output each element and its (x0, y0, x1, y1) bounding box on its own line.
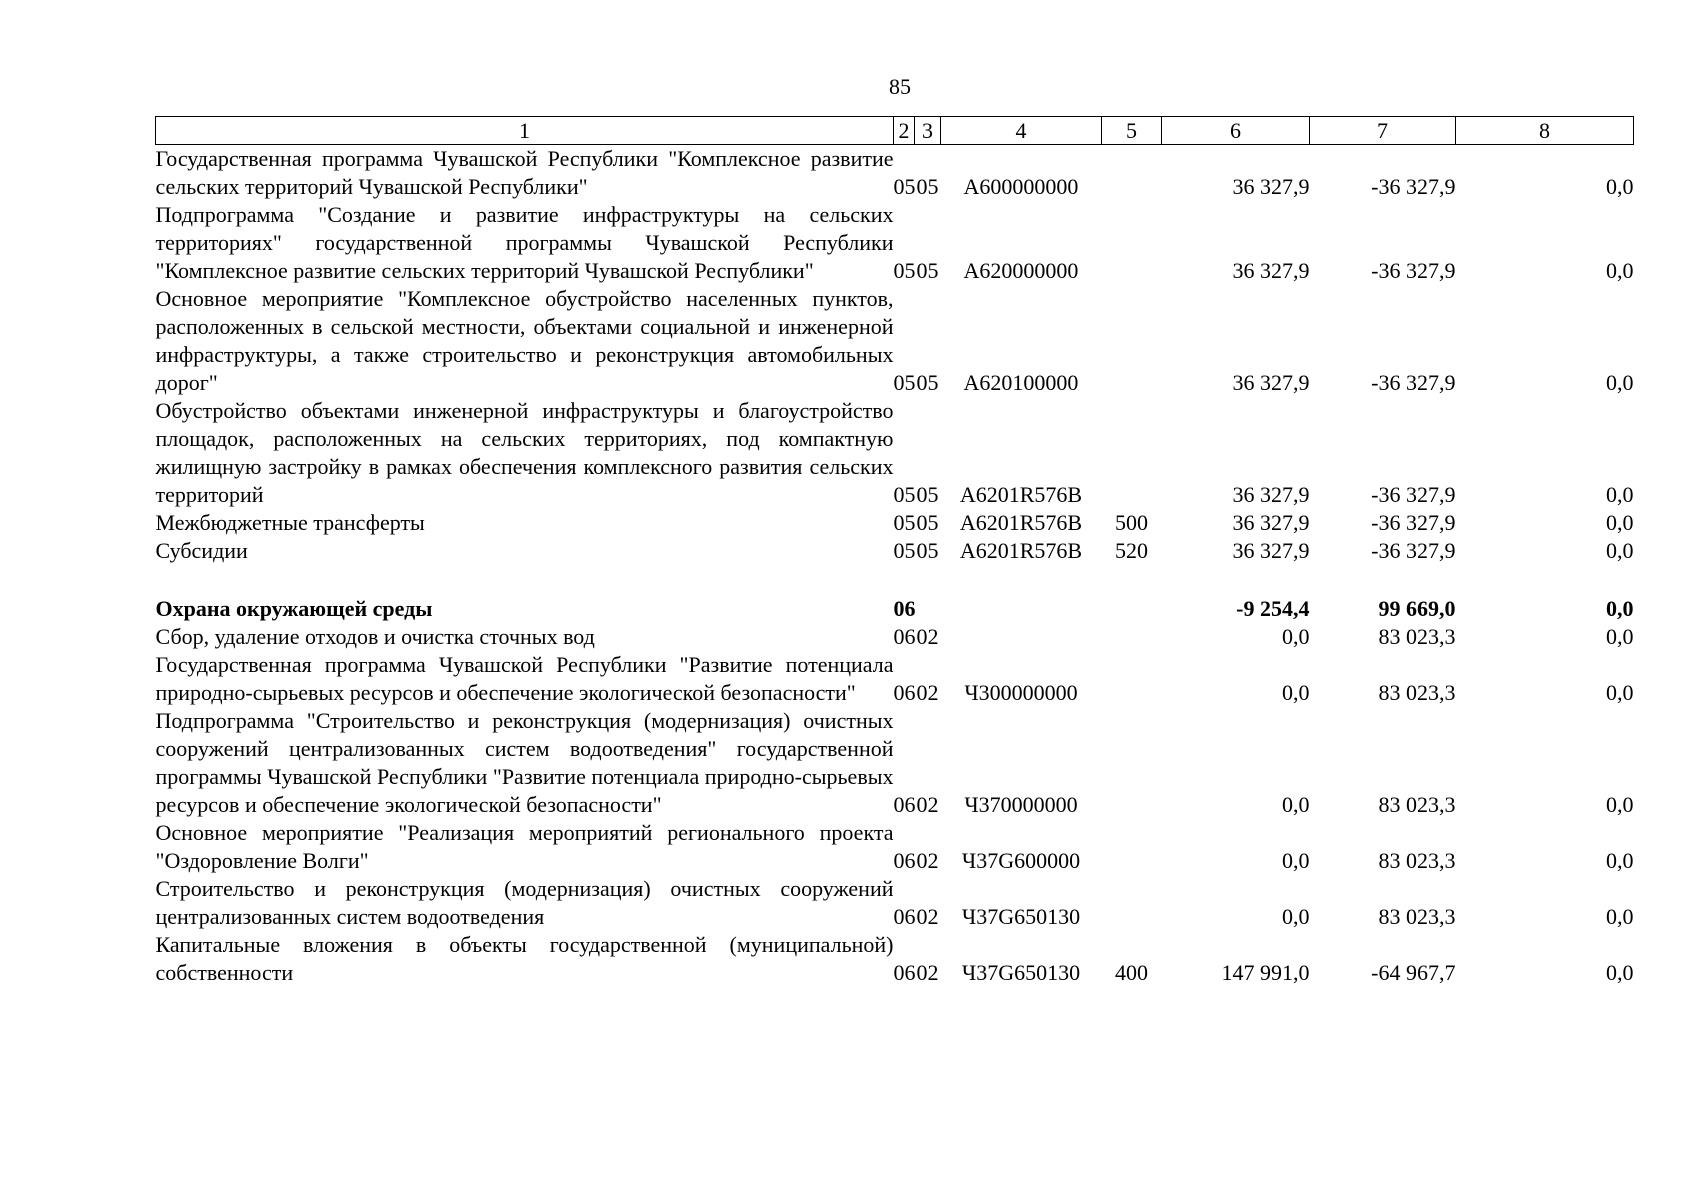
row-section: 05 (893, 258, 916, 283)
header-row (156, 117, 1634, 145)
row-amount-8: 0,0 (1606, 848, 1634, 873)
row-subsection: 02 (916, 960, 939, 985)
row-expense-type (1102, 623, 1162, 651)
row-amount-8: 0,0 (1606, 370, 1634, 395)
row-expense-type (1102, 707, 1162, 819)
column-header-3: 3 (915, 117, 941, 145)
row-amount-6: 0,0 (1282, 680, 1310, 705)
table-row (156, 875, 1634, 931)
row-expense-type: 520 (1115, 538, 1148, 563)
row-amount-8: 0,0 (1606, 538, 1634, 563)
row-name: Подпрограмма "Создание и развитие инфраструктуры на сельских территориях" государственной программы Чувашской Республики "Комплексное развитие сельских территорий Чувашской Республики" (155, 202, 894, 283)
table-row (156, 397, 1634, 509)
row-amount-6: 0,0 (1282, 848, 1310, 873)
row-subsection: 02 (916, 624, 939, 649)
row-amount-8: 0,0 (1606, 624, 1634, 649)
row-target-article: Ч370000000 (964, 792, 1078, 817)
table-row (156, 509, 1634, 537)
row-subsection: 05 (916, 482, 939, 507)
row-target-article: А620000000 (963, 258, 1079, 283)
row-amount-7: -36 327,9 (1371, 370, 1456, 395)
column-header-8: 8 (1456, 117, 1634, 145)
row-subsection: 05 (916, 174, 939, 199)
row-amount-7: 83 023,3 (1378, 680, 1456, 705)
row-amount-8: 0,0 (1606, 680, 1634, 705)
row-expense-type (1102, 145, 1162, 202)
table-row (156, 537, 1634, 565)
row-name: Охрана окружающей среды (155, 596, 433, 621)
row-section: 06 (893, 596, 916, 621)
row-section: 05 (893, 538, 916, 563)
row-expense-type (1102, 201, 1162, 285)
row-target-article: Ч37G600000 (961, 848, 1081, 873)
row-section: 06 (893, 680, 916, 705)
table-row (156, 651, 1634, 707)
row-target-article: А600000000 (963, 174, 1079, 199)
page-number: 85 (889, 74, 911, 99)
row-amount-6: 0,0 (1282, 904, 1310, 929)
row-name: Субсидии (155, 538, 248, 563)
spacer-cell (156, 565, 1634, 595)
row-name: Подпрограмма "Строительство и реконструкция (модернизация) очистных сооружений централизованных систем водоотведения" государственной программы Чувашской Республики "Развитие потенциала природно-сырьевых ресурсов и обеспечение экологической безопасности" (155, 708, 894, 817)
table-row (156, 595, 1634, 623)
row-target-article: Ч37G650130 (961, 904, 1081, 929)
row-target-article: Ч37G650130 (961, 960, 1081, 985)
table-row (156, 145, 1634, 202)
row-name: Обустройство объектами инженерной инфраструктуры и благоустройство площадок, расположенных на сельских территориях, под компактную жилищную застройку в рамках обеспечения комплексного развития сельских территорий (155, 398, 894, 507)
row-subsection: 02 (916, 792, 939, 817)
table-row (156, 623, 1634, 651)
row-amount-7: 99 669,0 (1378, 596, 1456, 621)
row-amount-8: 0,0 (1606, 174, 1634, 199)
row-amount-8: 0,0 (1606, 596, 1634, 621)
row-amount-8: 0,0 (1606, 904, 1634, 929)
row-expense-type: 500 (1115, 510, 1148, 535)
row-section: 05 (893, 174, 916, 199)
row-amount-6: -9 254,4 (1236, 596, 1310, 621)
row-expense-type (1102, 651, 1162, 707)
row-target-article: А6201R576В (959, 482, 1083, 507)
row-amount-7: -64 967,7 (1371, 960, 1456, 985)
row-target-article: А620100000 (963, 370, 1079, 395)
row-target-article: А6201R576В (959, 538, 1083, 563)
row-expense-type: 400 (1115, 960, 1148, 985)
row-name: Государственная программа Чувашской Республики "Комплексное развитие сельских территорий Чувашской Республики" (155, 146, 894, 199)
column-header-1: 1 (156, 117, 894, 145)
row-name: Межбюджетные трансферты (155, 510, 425, 535)
row-section: 06 (893, 904, 916, 929)
row-amount-8: 0,0 (1606, 510, 1634, 535)
row-expense-type (1102, 875, 1162, 931)
table-row (156, 285, 1634, 397)
row-amount-6: 36 327,9 (1232, 174, 1310, 199)
row-amount-6: 0,0 (1282, 792, 1310, 817)
row-amount-8: 0,0 (1606, 482, 1634, 507)
budget-table (155, 116, 1634, 987)
row-amount-8: 0,0 (1606, 258, 1634, 283)
row-name: Основное мероприятие "Реализация мероприятий регионального проекта "Оздоровление Волги" (155, 820, 894, 873)
row-target-article: Ч300000000 (964, 680, 1078, 705)
column-header-6: 6 (1162, 117, 1310, 145)
table-row (156, 819, 1634, 875)
row-expense-type (1102, 595, 1162, 623)
row-section: 06 (893, 960, 916, 985)
row-name: Сбор, удаление отходов и очистка сточных вод (155, 624, 595, 649)
row-amount-6: 36 327,9 (1232, 370, 1310, 395)
row-name: Основное мероприятие "Комплексное обустройство населенных пунктов, расположенных в сельской местности, объектами социальной и инженерной инфраструктуры, а также строительство и реконструкция автомобильных дорог" (155, 286, 894, 395)
row-subsection: 02 (916, 680, 939, 705)
row-subsection: 02 (916, 904, 939, 929)
column-header-2: 2 (894, 117, 915, 145)
row-amount-7: -36 327,9 (1371, 482, 1456, 507)
row-name: Капитальные вложения в объекты государственной (муниципальной) собственности (155, 932, 894, 985)
row-amount-6: 147 991,0 (1221, 960, 1310, 985)
row-amount-7: 83 023,3 (1378, 848, 1456, 873)
table-row (156, 707, 1634, 819)
row-amount-7: 83 023,3 (1378, 904, 1456, 929)
row-amount-8: 0,0 (1606, 792, 1634, 817)
row-amount-6: 36 327,9 (1232, 510, 1310, 535)
row-amount-6: 36 327,9 (1232, 482, 1310, 507)
row-expense-type (1102, 397, 1162, 509)
row-name: Государственная программа Чувашской Республики "Развитие потенциала природно-сырьевых ресурсов и обеспечение экологической безопасности" (155, 652, 894, 705)
row-amount-6: 0,0 (1282, 624, 1310, 649)
row-section: 05 (893, 510, 916, 535)
row-section: 05 (893, 482, 916, 507)
row-section: 06 (893, 792, 916, 817)
row-section: 06 (893, 848, 916, 873)
row-subsection: 02 (916, 848, 939, 873)
row-amount-8: 0,0 (1606, 960, 1634, 985)
row-amount-7: -36 327,9 (1371, 258, 1456, 283)
row-amount-6: 36 327,9 (1232, 538, 1310, 563)
spacer-row (156, 565, 1634, 595)
row-subsection: 05 (916, 258, 939, 283)
column-header-7: 7 (1310, 117, 1456, 145)
row-amount-7: -36 327,9 (1371, 510, 1456, 535)
row-target-article (941, 623, 1102, 651)
table-row (156, 931, 1634, 987)
row-amount-7: 83 023,3 (1378, 792, 1456, 817)
row-target-article: А6201R576В (959, 510, 1083, 535)
table-row (156, 201, 1634, 285)
row-amount-7: -36 327,9 (1371, 538, 1456, 563)
row-amount-7: -36 327,9 (1371, 174, 1456, 199)
row-section: 05 (893, 370, 916, 395)
row-subsection: 05 (916, 510, 939, 535)
table-body (156, 145, 1634, 988)
row-subsection (915, 595, 941, 623)
column-header-5: 5 (1102, 117, 1162, 145)
row-section: 06 (893, 624, 916, 649)
row-subsection: 05 (916, 370, 939, 395)
column-header-4: 4 (941, 117, 1102, 145)
row-name: Строительство и реконструкция (модернизация) очистных сооружений централизованных систем водоотведения (155, 876, 894, 929)
row-amount-6: 36 327,9 (1232, 258, 1310, 283)
row-expense-type (1102, 285, 1162, 397)
row-subsection: 05 (916, 538, 939, 563)
row-amount-7: 83 023,3 (1378, 624, 1456, 649)
row-expense-type (1102, 819, 1162, 875)
table-header (156, 117, 1634, 145)
row-target-article (941, 595, 1102, 623)
